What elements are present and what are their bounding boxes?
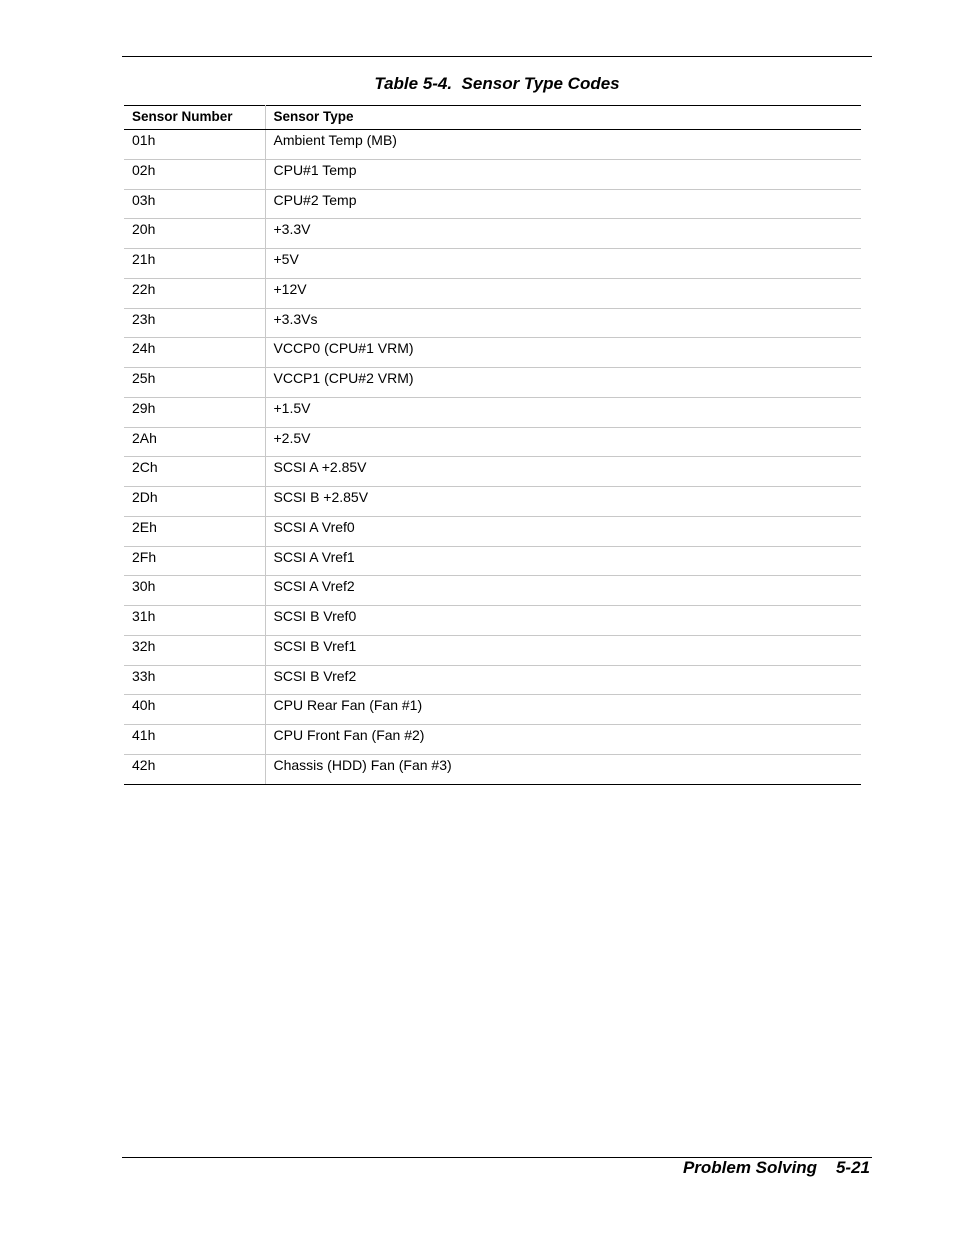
- sensor-type-cell: SCSI A Vref1: [265, 546, 861, 576]
- table-row: [124, 159, 861, 189]
- table-row: [124, 249, 861, 279]
- table-row: [124, 368, 861, 398]
- sensor-type-cell: +12V: [265, 278, 861, 308]
- table-row: [124, 576, 861, 606]
- table-row: [124, 189, 861, 219]
- table-row: [124, 338, 861, 368]
- sensor-type-cell: VCCP0 (CPU#1 VRM): [265, 338, 861, 368]
- table-row: [124, 516, 861, 546]
- sensor-type-cell: CPU Front Fan (Fan #2): [265, 725, 861, 755]
- table-row: [124, 130, 861, 160]
- sensor-number-cell: 23h: [124, 308, 265, 338]
- sensor-type-cell: Chassis (HDD) Fan (Fan #3): [265, 754, 861, 784]
- sensor-number-cell: 2Eh: [124, 516, 265, 546]
- table-row: [124, 487, 861, 517]
- sensor-type-cell: CPU#2 Temp: [265, 189, 861, 219]
- sensor-number-cell: 03h: [124, 189, 265, 219]
- sensor-type-cell: +5V: [265, 249, 861, 279]
- sensor-number-cell: 41h: [124, 725, 265, 755]
- table-row: [124, 397, 861, 427]
- sensor-number-cell: 30h: [124, 576, 265, 606]
- sensor-number-cell: 2Dh: [124, 487, 265, 517]
- table-row: [124, 427, 861, 457]
- sensor-number-cell: 29h: [124, 397, 265, 427]
- sensor-type-cell: SCSI A Vref2: [265, 576, 861, 606]
- sensor-number-cell: 2Fh: [124, 546, 265, 576]
- sensor-type-cell: +2.5V: [265, 427, 861, 457]
- table-row: [124, 754, 861, 784]
- table-row: [124, 457, 861, 487]
- sensor-type-cell: VCCP1 (CPU#2 VRM): [265, 368, 861, 398]
- sensor-type-cell: SCSI A +2.85V: [265, 457, 861, 487]
- sensor-type-cell: SCSI A Vref0: [265, 516, 861, 546]
- table-row: [124, 725, 861, 755]
- table-row: [124, 546, 861, 576]
- column-header-sensor-number: Sensor Number: [124, 106, 265, 130]
- table-row: [124, 278, 861, 308]
- sensor-number-cell: 2Ch: [124, 457, 265, 487]
- sensor-number-cell: 24h: [124, 338, 265, 368]
- table-header-row: [124, 106, 861, 130]
- table-row: [124, 219, 861, 249]
- sensor-number-cell: 33h: [124, 665, 265, 695]
- table-row: [124, 665, 861, 695]
- sensor-number-cell: 02h: [124, 159, 265, 189]
- header-rule: [122, 56, 872, 57]
- sensor-number-cell: 22h: [124, 278, 265, 308]
- column-header-sensor-type: Sensor Type: [265, 106, 861, 130]
- sensor-number-cell: 25h: [124, 368, 265, 398]
- sensor-type-table: [124, 105, 861, 785]
- sensor-type-cell: SCSI B Vref1: [265, 635, 861, 665]
- sensor-type-cell: SCSI B Vref2: [265, 665, 861, 695]
- sensor-number-cell: 2Ah: [124, 427, 265, 457]
- sensor-type-cell: SCSI B Vref0: [265, 606, 861, 636]
- sensor-number-cell: 31h: [124, 606, 265, 636]
- sensor-type-cell: SCSI B +2.85V: [265, 487, 861, 517]
- sensor-type-cell: CPU#1 Temp: [265, 159, 861, 189]
- table-row: [124, 695, 861, 725]
- sensor-type-cell: +1.5V: [265, 397, 861, 427]
- table-caption: Table 5-4. Sensor Type Codes: [374, 74, 620, 93]
- sensor-number-cell: 20h: [124, 219, 265, 249]
- table-row: [124, 308, 861, 338]
- sensor-type-cell: +3.3V: [265, 219, 861, 249]
- sensor-number-cell: 40h: [124, 695, 265, 725]
- sensor-number-cell: 21h: [124, 249, 265, 279]
- sensor-type-cell: CPU Rear Fan (Fan #1): [265, 695, 861, 725]
- page-footer: Problem Solving 5-21: [682, 1158, 870, 1177]
- sensor-number-cell: 01h: [124, 130, 265, 160]
- table-row: [124, 606, 861, 636]
- sensor-type-cell: +3.3Vs: [265, 308, 861, 338]
- sensor-type-cell: Ambient Temp (MB): [265, 130, 861, 160]
- sensor-number-cell: 32h: [124, 635, 265, 665]
- sensor-number-cell: 42h: [124, 754, 265, 784]
- table-row: [124, 635, 861, 665]
